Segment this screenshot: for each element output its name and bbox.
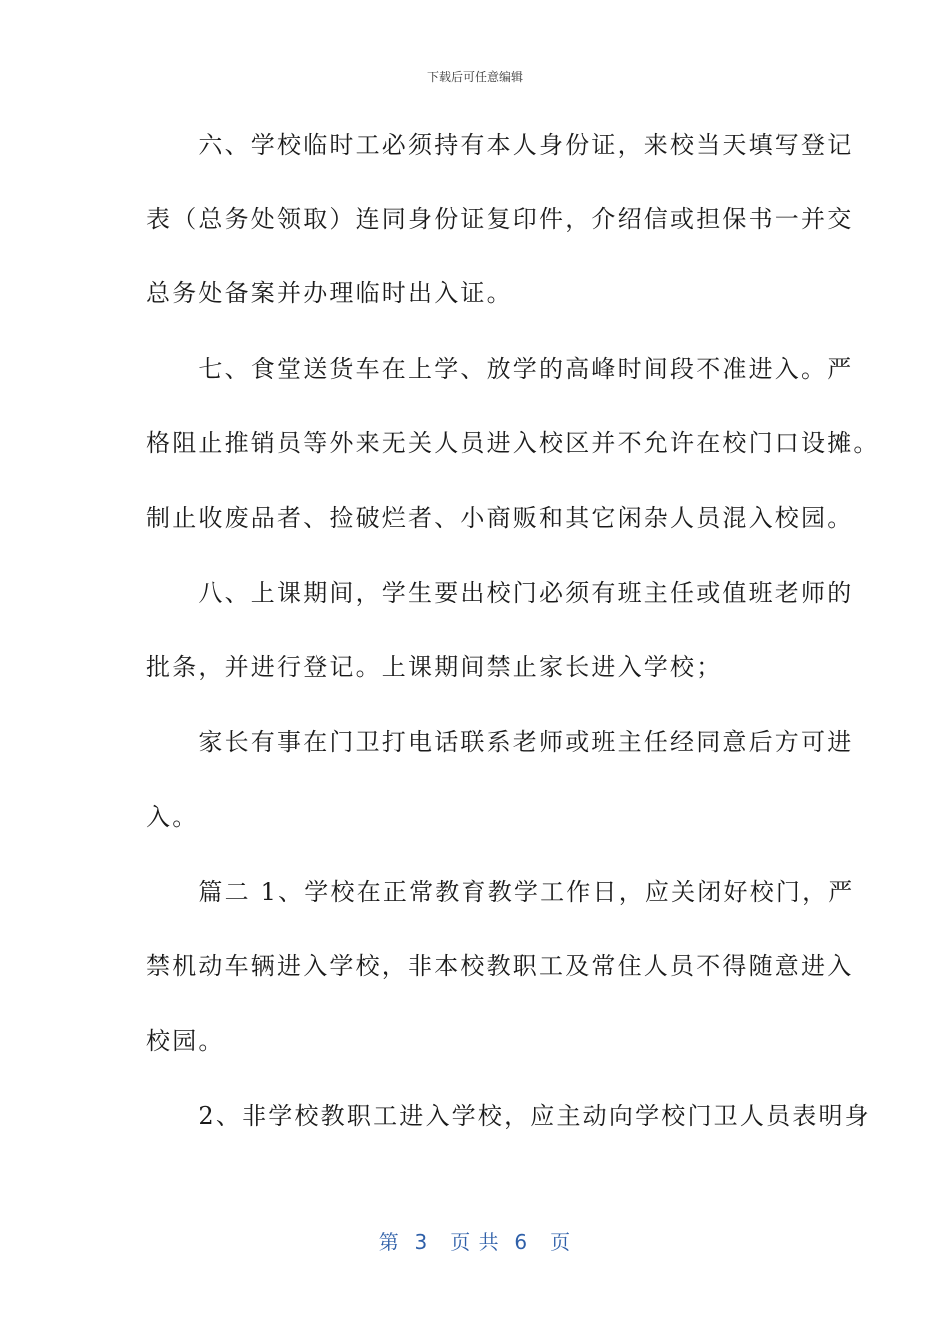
body-line: 2、非学校教职工进入学校，应主动向学校门卫人员表明身 <box>146 1102 871 1130</box>
body-line: 格阻止推销员等外来无关人员进入校区并不允许在校门口设摊。 <box>146 429 880 457</box>
page-number-footer: 第 3 页 共 6 页 <box>378 1230 572 1254</box>
body-line: 校园。 <box>146 1027 225 1055</box>
page-header: 下载后可任意编辑 <box>426 70 523 84</box>
body-line: 六、学校临时工必须持有本人身份证，来校当天填写登记 <box>146 131 854 159</box>
body-line: 总务处备案并办理临时出入证。 <box>146 279 513 307</box>
body-line: 七、食堂送货车在上学、放学的高峰时间段不准进入。严 <box>146 355 854 383</box>
body-line: 表（总务处领取）连同身份证复印件，介绍信或担保书一并交 <box>146 205 854 233</box>
body-line: 禁机动车辆进入学校，非本校教职工及常住人员不得随意进入 <box>146 952 854 980</box>
body-line: 批条，并进行登记。上课期间禁止家长进入学校； <box>146 653 723 681</box>
body-line: 篇二 1、学校在正常教育教学工作日，应关闭好校门，严 <box>146 878 855 906</box>
body-line: 八、上课期间，学生要出校门必须有班主任或值班老师的 <box>146 579 854 607</box>
body-line: 制止收废品者、捡破烂者、小商贩和其它闲杂人员混入校园。 <box>146 504 854 532</box>
body-line: 入。 <box>146 803 199 831</box>
body-line: 家长有事在门卫打电话联系老师或班主任经同意后方可进 <box>146 728 854 756</box>
